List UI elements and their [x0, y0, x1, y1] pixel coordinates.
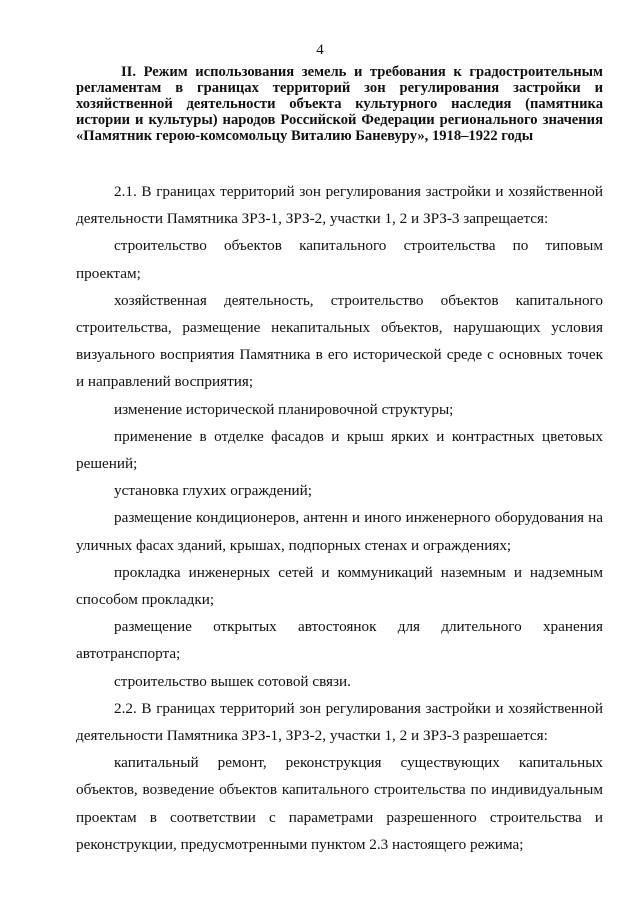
- section-heading: [76, 64, 603, 144]
- list-item-cell-towers: строительство вышек сотовой связи.: [114, 672, 351, 690]
- list-item-engineering-networks: прокладка инженерных сетей и коммуникаций наземным и надземным способом прокладки;: [76, 563, 603, 609]
- list-item-color-solutions: применение в отделке фасадов и крыш ярких и контрастных цветовых решений;: [76, 427, 603, 473]
- list-item-planning-structure: изменение исторической планировочной структуры;: [114, 400, 454, 418]
- list-item-capital-repair: капитальный ремонт, реконструкция существующих капитальных объектов, возведение объектов капитального строительства по индивидуальным проектам в соответствии с параметрами разрешенного строительства и реконструкции, предусмотренными пунктом 2.3 настоящего режима;: [76, 754, 603, 853]
- list-item-economic-activity: хозяйственная деятельность, строительство объектов капитального строительства, размещение некапитальных объектов, нарушающих условия визуального восприятия Памятника в его исторической среде с основных точек и направлений восприятия;: [76, 291, 603, 391]
- paragraph-2-1: 2.1. В границах территорий зон регулирования застройки и хозяйственной деятельности Памятника ЗРЗ-1, ЗРЗ-2, участки 1, 2 и ЗРЗ-3 запрещается:: [76, 183, 603, 228]
- list-item-typical-projects: строительство объектов капитального строительства по типовым проектам;: [76, 237, 603, 282]
- paragraph-2-2: 2.2. В границах территорий зон регулирования застройки и хозяйственной деятельности Памятника ЗРЗ-1, ЗРЗ-2, участки 1, 2 и ЗРЗ-3 разрешается:: [76, 699, 603, 745]
- section-heading-text: II. Режим использования земель и требования к градостроительным регламентам в границах территорий зон регулирования застройки и хозяйственной деятельности объекта культурного наследия (памятника истории и культуры) народов Российской Федерации регионального значения «Памятник герою-комсомольцу Виталию Баневуру», 1918–1922 годы: [76, 64, 603, 144]
- list-item-solid-fences: установка глухих ограждений;: [114, 482, 312, 500]
- body-text: [76, 178, 603, 858]
- list-item-air-conditioners: размещение кондиционеров, антенн и иного инженерного оборудования на уличных фасах зданий, крышах, подпорных стенах и ограждениях;: [76, 509, 603, 554]
- list-item-parking: размещение открытых автостоянок для длительного хранения автотранспорта;: [76, 618, 603, 663]
- page-number: 4: [316, 42, 324, 58]
